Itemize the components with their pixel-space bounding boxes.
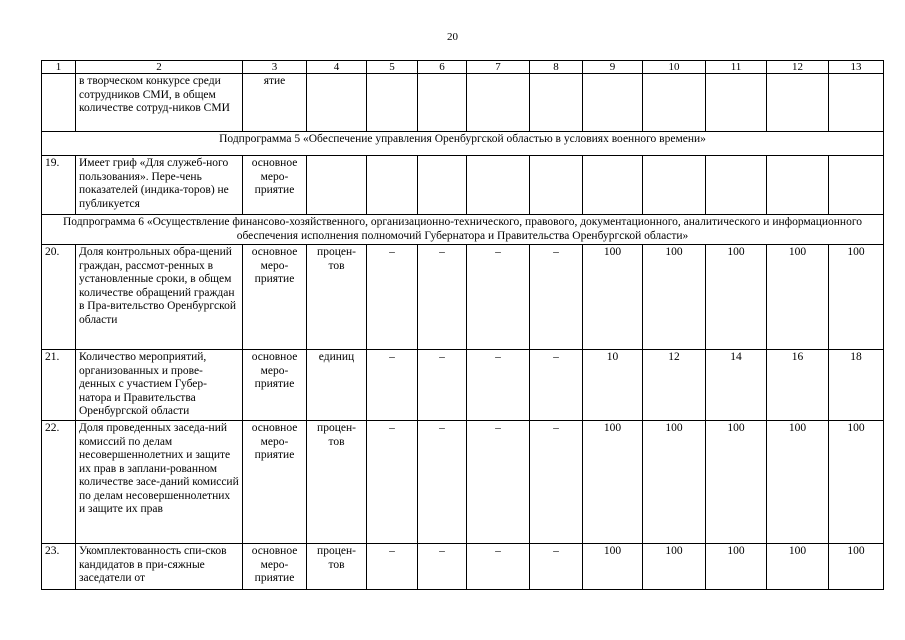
value-col-12 <box>767 74 829 132</box>
value-col-12: 100 <box>767 245 829 350</box>
row-number: 20. <box>42 245 76 350</box>
column-header: 4 <box>307 61 367 74</box>
value-col-7: – <box>467 350 530 421</box>
value-col-10: 100 <box>643 421 706 544</box>
value-col-5: – <box>367 544 418 590</box>
column-header: 8 <box>530 61 583 74</box>
row-number: 19. <box>42 156 76 215</box>
value-col-10 <box>643 156 706 215</box>
indicator-kind: основное меро-приятие <box>243 421 307 544</box>
value-col-10: 12 <box>643 350 706 421</box>
indicator-kind: основное меро-приятие <box>243 350 307 421</box>
row-number <box>42 74 76 132</box>
value-col-7: – <box>467 421 530 544</box>
indicator-kind: основное меро-приятие <box>243 544 307 590</box>
value-col-8: – <box>530 544 583 590</box>
table-row <box>42 421 884 544</box>
unit <box>307 74 367 132</box>
value-col-7 <box>467 74 530 132</box>
table-row <box>42 156 884 215</box>
value-col-8: – <box>530 350 583 421</box>
column-header: 12 <box>767 61 829 74</box>
column-header: 11 <box>706 61 767 74</box>
indicator-kind: основное меро-приятие <box>243 245 307 350</box>
value-col-6 <box>418 74 467 132</box>
value-col-13: 100 <box>829 245 884 350</box>
indicator-name: в творческом конкурсе среди сотрудников СМИ, в общем количестве сотруд-ников СМИ <box>76 74 243 132</box>
column-header: 7 <box>467 61 530 74</box>
value-col-12 <box>767 156 829 215</box>
table-row <box>42 544 884 590</box>
column-header: 5 <box>367 61 418 74</box>
indicators-table <box>41 60 884 590</box>
value-col-9 <box>583 156 643 215</box>
page-number: 20 <box>447 31 458 43</box>
column-header: 6 <box>418 61 467 74</box>
value-col-5: – <box>367 350 418 421</box>
value-col-11: 100 <box>706 544 767 590</box>
value-col-13: 100 <box>829 544 884 590</box>
table-body <box>42 61 884 590</box>
indicator-name: Имеет гриф «Для служеб-ного пользования». Пере-чень показателей (индика-торов) не публикуется <box>76 156 243 215</box>
table-row <box>42 245 884 350</box>
value-col-10 <box>643 74 706 132</box>
column-header: 2 <box>76 61 243 74</box>
subprogram-title: Подпрограмма 6 «Осуществление финансово-хозяйственного, организационно-технического, правового, документационного, аналитического и информационного обеспечения исполнения полномочий Губернатора и Правительства Оренбургской области» <box>42 215 884 245</box>
value-col-13 <box>829 74 884 132</box>
indicator-name: Доля проведенных заседа-ний комиссий по делам несовершеннолетних и защите их прав в заплани-рованном количестве засе-даний комиссий по делам несовершеннолетних и защите их прав <box>76 421 243 544</box>
column-header: 13 <box>829 61 884 74</box>
value-col-9: 10 <box>583 350 643 421</box>
value-col-5 <box>367 156 418 215</box>
column-header-row <box>42 61 884 74</box>
row-number: 21. <box>42 350 76 421</box>
value-col-11: 100 <box>706 421 767 544</box>
subprogram-title: Подпрограмма 5 «Обеспечение управления Оренбургской областью в условиях военного времени» <box>42 132 884 156</box>
unit: процен-тов <box>307 245 367 350</box>
value-col-6: – <box>418 245 467 350</box>
value-col-11: 100 <box>706 245 767 350</box>
indicator-name: Укомплектованность спи-сков кандидатов в при-сяжные заседатели от <box>76 544 243 590</box>
value-col-7: – <box>467 544 530 590</box>
unit: процен-тов <box>307 421 367 544</box>
value-col-8: – <box>530 421 583 544</box>
value-col-8: – <box>530 245 583 350</box>
value-col-9: 100 <box>583 544 643 590</box>
value-col-9: 100 <box>583 421 643 544</box>
column-header: 1 <box>42 61 76 74</box>
value-col-6: – <box>418 421 467 544</box>
value-col-6: – <box>418 544 467 590</box>
value-col-12: 100 <box>767 421 829 544</box>
value-col-5: – <box>367 421 418 544</box>
subprogram-row <box>42 132 884 156</box>
value-col-11: 14 <box>706 350 767 421</box>
indicator-kind: основное меро-приятие <box>243 156 307 215</box>
value-col-10: 100 <box>643 245 706 350</box>
value-col-12: 16 <box>767 350 829 421</box>
table-row <box>42 350 884 421</box>
value-col-10: 100 <box>643 544 706 590</box>
value-col-8 <box>530 74 583 132</box>
indicator-name: Доля контрольных обра-щений граждан, рассмот-ренных в установленные сроки, в общем количестве обращений граждан в Пра-вительство Оренбургской области <box>76 245 243 350</box>
subprogram-row <box>42 215 884 245</box>
value-col-13 <box>829 156 884 215</box>
column-header: 9 <box>583 61 643 74</box>
value-col-13: 18 <box>829 350 884 421</box>
unit: процен-тов <box>307 544 367 590</box>
value-col-13: 100 <box>829 421 884 544</box>
row-number: 23. <box>42 544 76 590</box>
value-col-7: – <box>467 245 530 350</box>
table-row <box>42 74 884 132</box>
value-col-6: – <box>418 350 467 421</box>
indicator-kind: ятие <box>243 74 307 132</box>
value-col-8 <box>530 156 583 215</box>
value-col-11 <box>706 74 767 132</box>
value-col-5 <box>367 74 418 132</box>
value-col-12: 100 <box>767 544 829 590</box>
value-col-11 <box>706 156 767 215</box>
column-header: 10 <box>643 61 706 74</box>
value-col-9 <box>583 74 643 132</box>
value-col-5: – <box>367 245 418 350</box>
column-header: 3 <box>243 61 307 74</box>
indicator-name: Количество мероприятий, организованных и прове-денных с участием Губер-натора и Правительства Оренбургской области <box>76 350 243 421</box>
value-col-9: 100 <box>583 245 643 350</box>
value-col-6 <box>418 156 467 215</box>
unit <box>307 156 367 215</box>
unit: единиц <box>307 350 367 421</box>
value-col-7 <box>467 156 530 215</box>
row-number: 22. <box>42 421 76 544</box>
